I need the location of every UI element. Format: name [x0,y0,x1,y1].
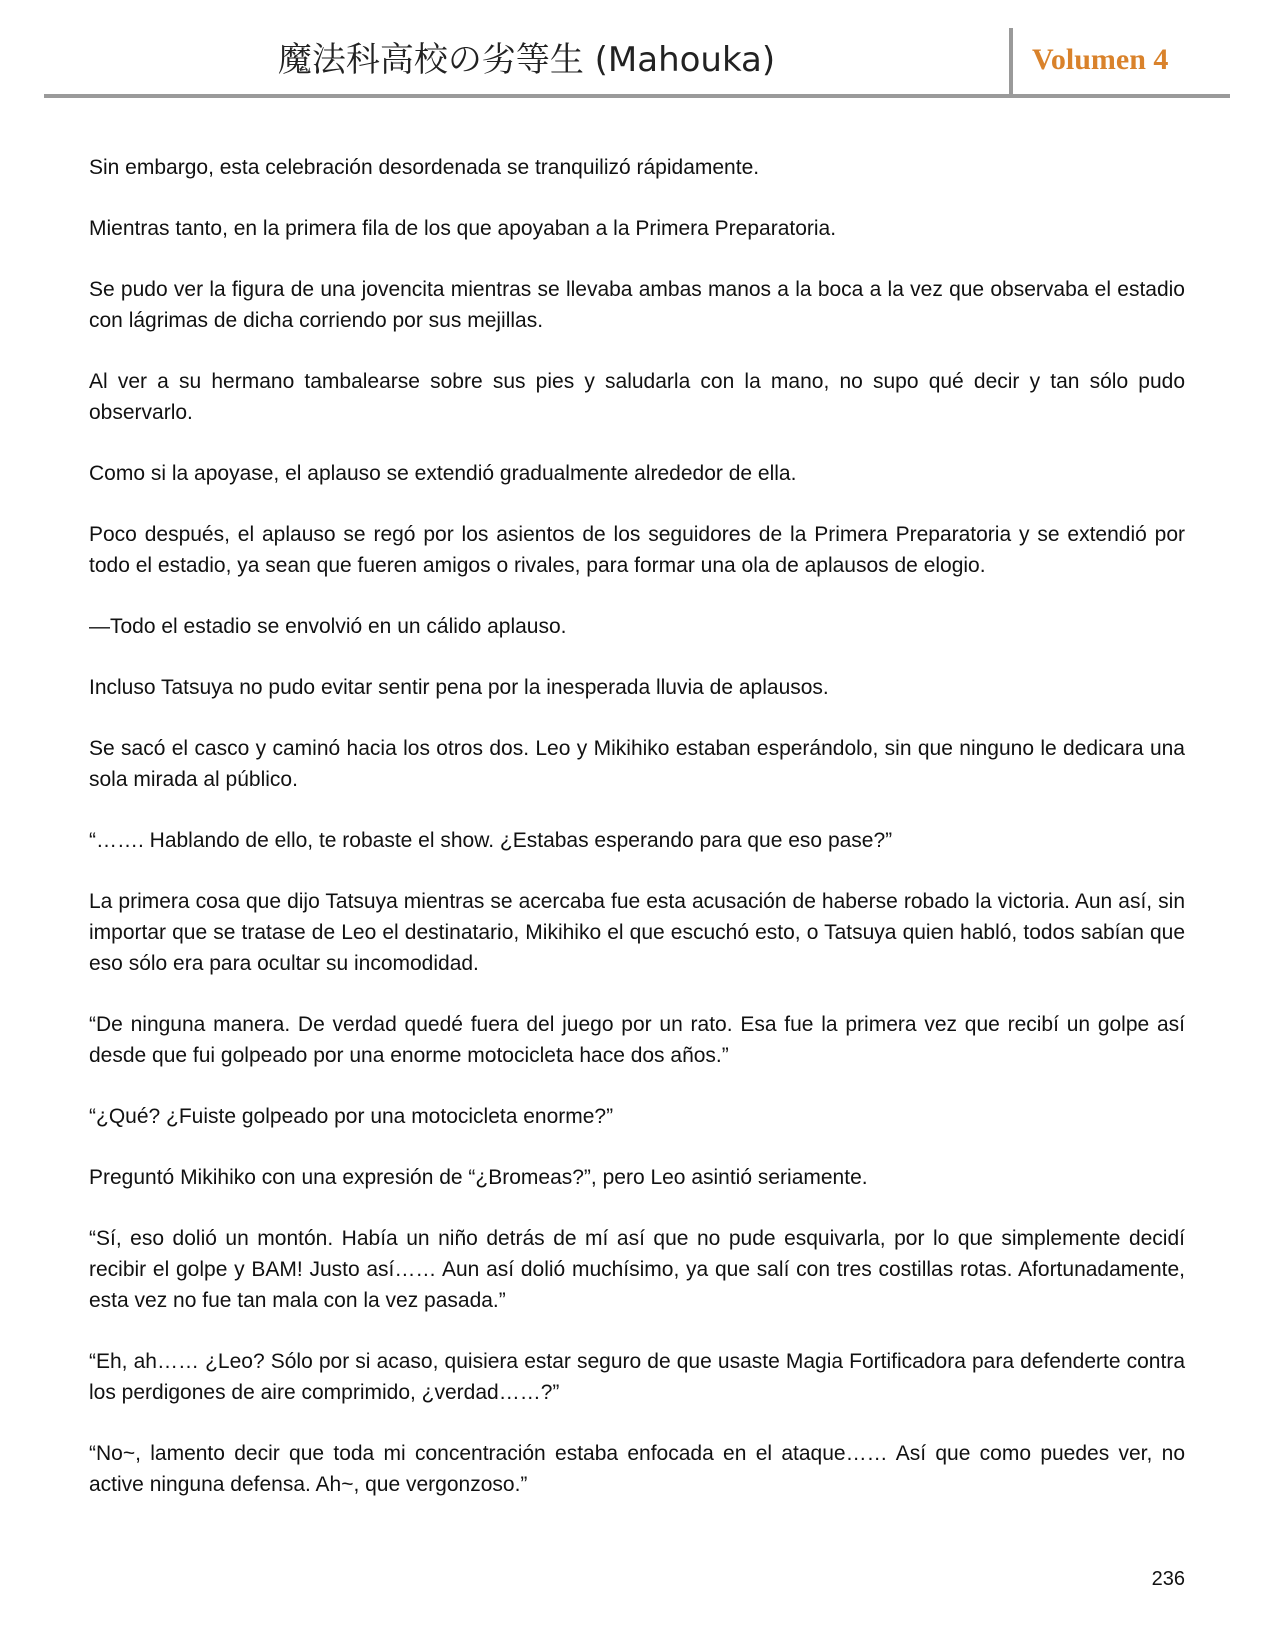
paragraph: Incluso Tatsuya no pudo evitar sentir pena por la inesperada lluvia de aplausos. [89,676,829,699]
paragraph: Preguntó Mikihiko con una expresión de “¿Bromeas?”, pero Leo asintió seriamente. [89,1166,868,1189]
paragraph: Sin embargo, esta celebración desordenada se tranquilizó rápidamente. [89,156,760,179]
paragraph: Poco después, el aplauso se regó por los asientos de los seguidores de la Primera Preparatoria y se extendió por todo el estadio, ya sean que fueren amigos o rivales, para formar una ola de aplausos de elogio. [89,523,1185,577]
book-title: 魔法科高校の劣等生 (Mahouka) [277,40,776,80]
paragraph: “No~, lamento decir que toda mi concentración estaba enfocada en el ataque…… Así que como puedes ver, no active ninguna defensa. Ah~, que vergonzoso.” [89,1442,1185,1496]
paragraph: Mientras tanto, en la primera fila de los que apoyaban a la Primera Preparatoria. [89,217,837,240]
paragraph: —Todo el estadio se envolvió en un cálido aplauso. [89,615,567,638]
volume-label: Volumen 4 [1032,43,1169,76]
header-divider [1009,28,1013,94]
paragraph: Se sacó el casco y caminó hacia los otros dos. Leo y Mikihiko estaban esperándolo, sin que ninguno le dedicara una sola mirada al público. [89,737,1185,791]
paragraph: Como si la apoyase, el aplauso se extendió gradualmente alrededor de ella. [89,462,797,485]
paragraph: “Sí, eso dolió un montón. Había un niño detrás de mí así que no pude esquivarla, por lo que simplemente decidí recibir el golpe y BAM! Justo así…… Aun así dolió muchísimo, ya que salí con tres costillas rotas. Afortunadamente, esta vez no fue tan mala con la vez pasada.” [89,1227,1185,1312]
page-header [44,28,1230,98]
paragraph: “¿Qué? ¿Fuiste golpeado por una motocicleta enorme?” [89,1105,614,1128]
paragraph: “Eh, ah…… ¿Leo? Sólo por si acaso, quisiera estar seguro de que usaste Magia Fortificadora para defenderte contra los perdigones de aire comprimido, ¿verdad……?” [89,1350,1185,1404]
paragraph: La primera cosa que dijo Tatsuya mientras se acercaba fue esta acusación de haberse robado la victoria. Aun así, sin importar que se tratase de Leo el destinatario, Mikihiko el que escuchó esto, o Tatsuya quien habló, todos sabían que eso sólo era para ocultar su incomodidad. [89,890,1185,975]
paragraph: Al ver a su hermano tambalearse sobre sus pies y saludarla con la mano, no supo qué decir y tan sólo pudo observarlo. [89,370,1185,424]
page-number: 236 [1151,1568,1185,1590]
page-body [89,152,1185,1530]
paragraph: Se pudo ver la figura de una jovencita mientras se llevaba ambas manos a la boca a la vez que observaba el estadio con lágrimas de dicha corriendo por sus mejillas. [89,278,1185,332]
paragraph: “De ninguna manera. De verdad quedé fuera del juego por un rato. Esa fue la primera vez que recibí un golpe así desde que fui golpeado por una enorme motocicleta hace dos años.” [89,1013,1185,1067]
paragraph: “……. Hablando de ello, te robaste el show. ¿Estabas esperando para que eso pase?” [89,829,893,852]
